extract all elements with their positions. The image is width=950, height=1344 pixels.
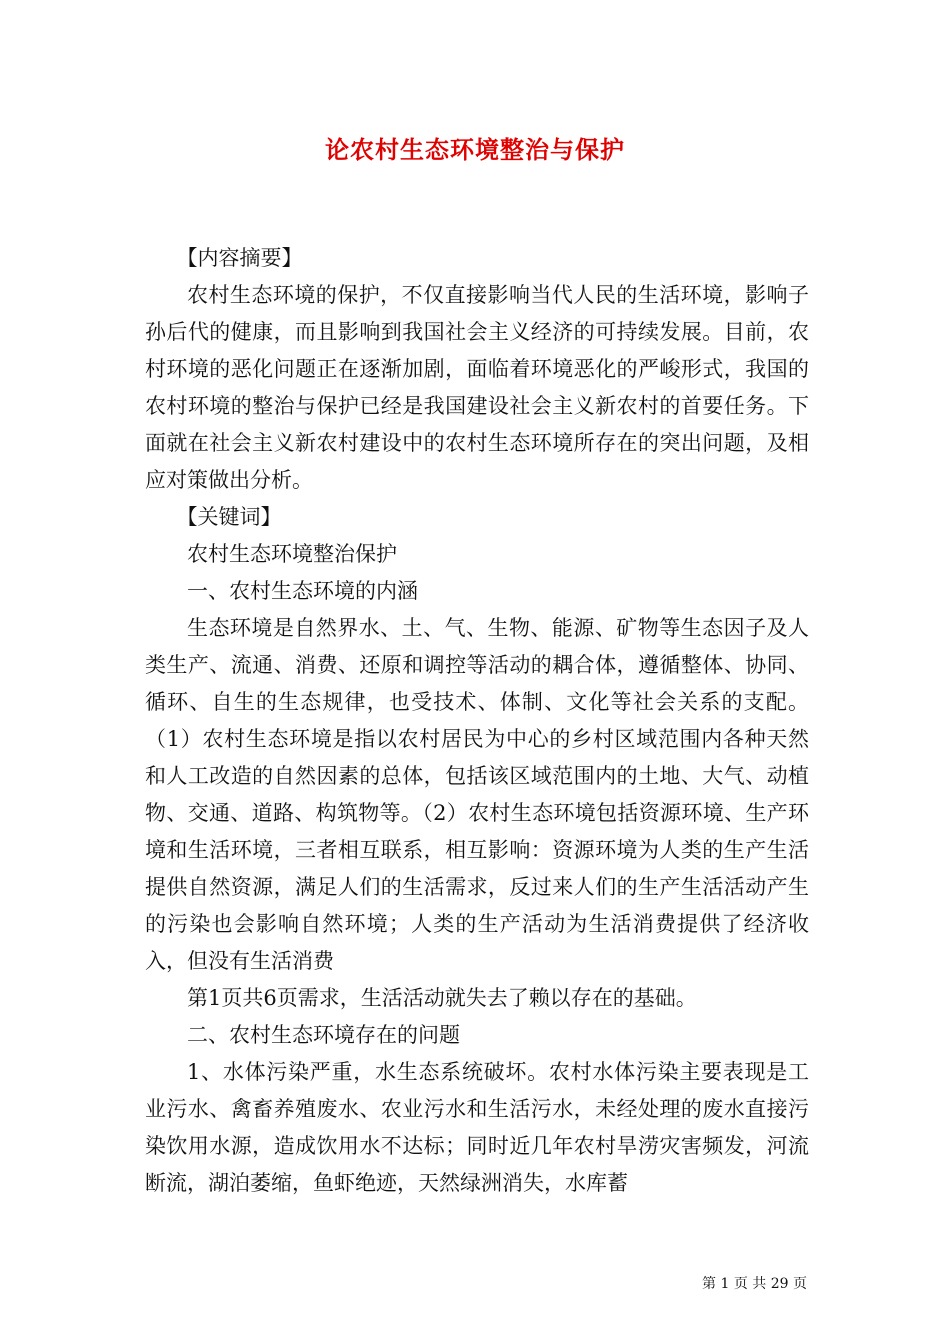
keywords-text: 农村生态环境整治保护 (187, 542, 397, 566)
body-paragraph: 生态环境是自然界水、土、气、生物、能源、矿物等生态因子及人类生产、流通、消费、还原和调控等活动的耦合体，遵循整体、协同、循环、自生的生态规律，也受技术、体制、文化等社会关系的支配。（1）农村生态环境是指以农村居民为中心的乡村区域范围内各种天然和人工改造的自然因素的总体，包括该区域范围内的土地、大气、动植物、交通、道路、构筑物等。（2）农村生态环境包括资源环境、生产环境和生活环境，三者相互联系，相互影响：资源环境为人类的生产生活提供自然资源，满足人们的生活需求，反过来人们的生产生活活动产生的污染也会影响自然环境；人类的生产活动为生活消费提供了经济收入，但没有生活消费 (145, 616, 809, 973)
section-heading-2: 二、农村生态环境存在的问题 (187, 1023, 460, 1047)
abstract-paragraph: 农村生态环境的保护，不仅直接影响当代人民的生活环境，影响子孙后代的健康，而且影响到我国社会主义经济的可持续发展。目前，农村环境的恶化问题正在逐渐加剧，面临着环境恶化的严峻形式，我国的农村环境的整治与保护已经是我国建设社会主义新农村的首要任务。下面就在社会主义新农村建设中的农村生态环境所存在的突出问题，及相应对策做出分析。 (145, 283, 809, 492)
body-paragraph: 1、水体污染严重，水生态系统破坏。农村水体污染主要表现是工业污水、禽畜养殖废水、农业污水和生活污水，未经处理的废水直接污染饮用水源，造成饮用水不达标；同时近几年农村旱涝灾害频发，河流断流，湖泊萎缩，鱼虾绝迹，天然绿洲消失，水库蓄 (145, 1060, 809, 1195)
section-heading-1: 一、农村生态环境的内涵 (187, 579, 418, 603)
abstract-heading: 【内容摘要】 (176, 246, 303, 270)
keywords-heading: 【关键词】 (176, 505, 282, 529)
page-number-footer: 第 1 页 共 29 页 (702, 1276, 807, 1292)
document-body (145, 240, 809, 1202)
body-paragraph: 第1页共6页需求，生活活动就失去了赖以存在的基础。 (187, 986, 697, 1010)
document-title: 论农村生态环境整治与保护 (325, 135, 625, 164)
